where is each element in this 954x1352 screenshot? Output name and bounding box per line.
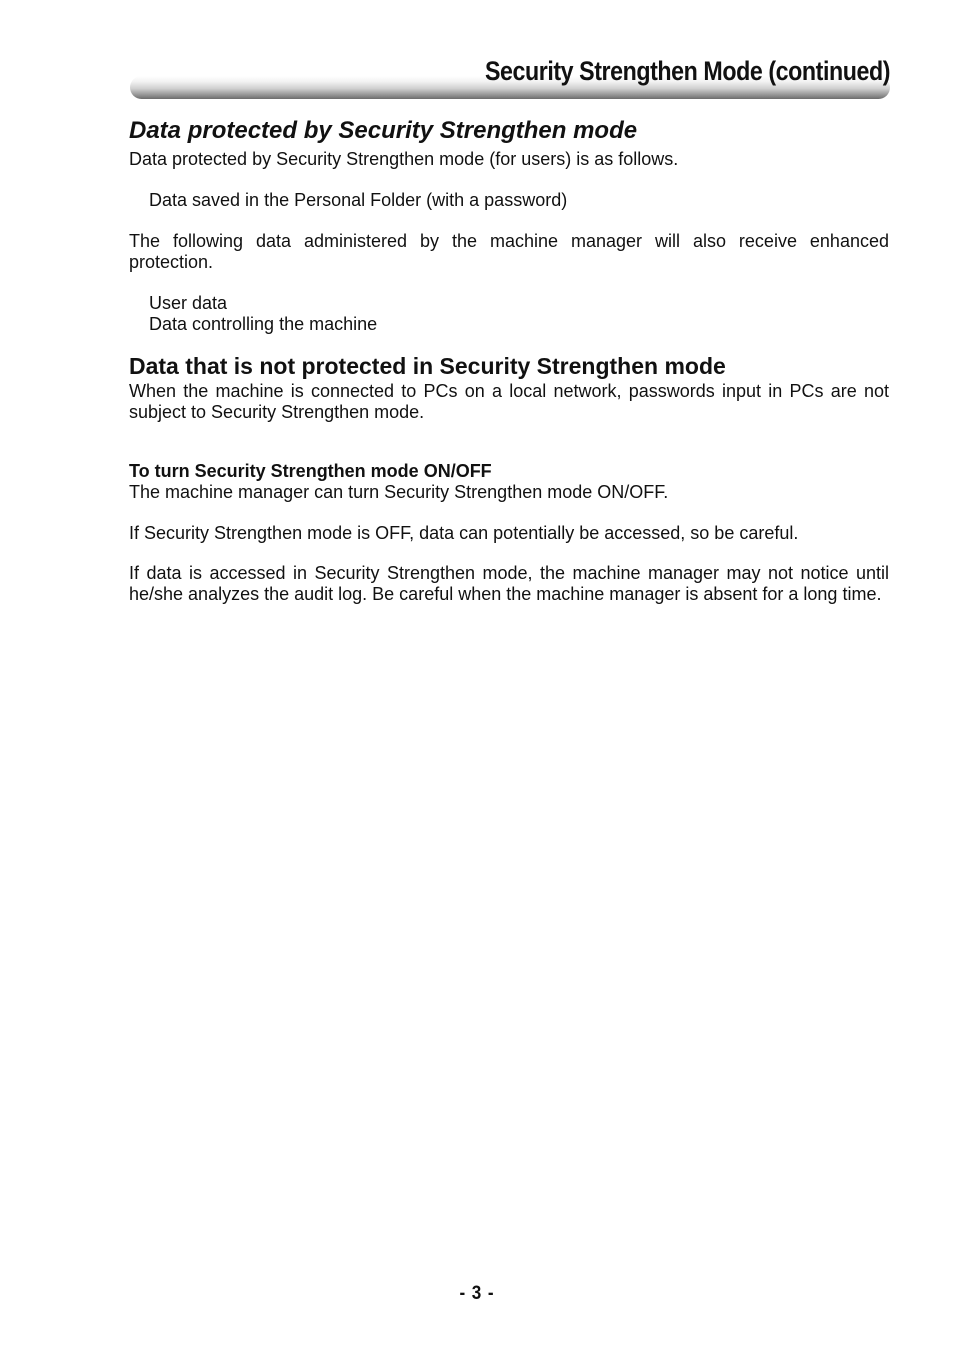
not-protected-text: When the machine is connected to PCs on a local network, passwords input in PCs are not subject to Security Strengthen mode. bbox=[129, 381, 889, 422]
page-title: Security Strengthen Mode (continued) bbox=[484, 56, 890, 86]
admin-protection-text: The following data administered by the machine manager will also receive enhanced protection. bbox=[129, 231, 889, 272]
list-item-personal-folder: Data saved in the Personal Folder (with a password) bbox=[149, 190, 568, 210]
list-item-user-data: User data bbox=[149, 293, 228, 313]
section-heading-not-protected: Data that is not protected in Security Strengthen mode bbox=[129, 353, 726, 379]
protected-intro: Data protected by Security Strengthen mode (for users) is as follows. bbox=[129, 149, 679, 169]
list-item-machine-data: Data controlling the machine bbox=[149, 314, 378, 334]
section-heading-protected: Data protected by Security Strengthen mode bbox=[129, 117, 638, 144]
page-content bbox=[129, 116, 889, 605]
section-heading-toggle: To turn Security Strengthen mode ON/OFF bbox=[129, 461, 492, 481]
toggle-text-1: The machine manager can turn Security Strengthen mode ON/OFF. bbox=[129, 482, 669, 502]
page-number: - 3 - bbox=[459, 1283, 495, 1304]
toggle-text-2: If Security Strengthen mode is OFF, data can potentially be accessed, so be careful. bbox=[129, 523, 799, 543]
toggle-text-3: If data is accessed in Security Strengthen mode, the machine manager may not notice until he/she analyzes the audit log. Be careful when the machine manager is absent for a long time. bbox=[129, 563, 889, 604]
